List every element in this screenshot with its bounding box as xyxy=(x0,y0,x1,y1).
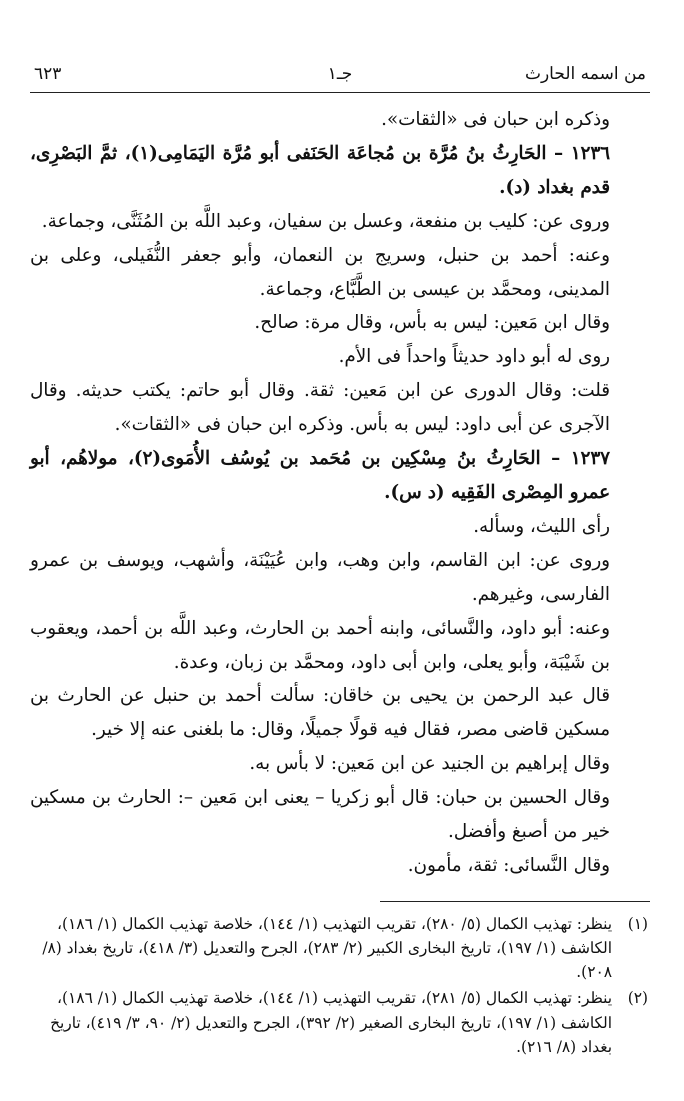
main-text xyxy=(30,103,650,883)
paragraph: روى له أبو داود حديثاً واحداً فى الأم. xyxy=(338,346,610,368)
volume-label: جـ١ xyxy=(327,64,353,84)
paragraph: وروى عن: كليب بن منفعة، وعسل بن سفيان، وعبد اللَّه بن المُثَنَّى، وجماعة. xyxy=(41,210,610,232)
page-header xyxy=(30,56,650,93)
footnotes xyxy=(30,912,650,1059)
paragraph: وقال إبراهيم بن الجنيد عن ابن مَعين: لا بأس به. xyxy=(249,753,610,775)
paragraph: وروى عن: ابن القاسم، وابن وهب، وابن عُيَيْنَة، وأشهب، ويوسف بن عمرو الفارسى، وغيرهم. xyxy=(30,549,610,605)
paragraph: وقال النَّسائى: ثقة، مأمون. xyxy=(407,854,610,876)
paragraph: وذكره ابن حبان فى «الثقات». xyxy=(381,109,610,130)
footnote-number: (٢) xyxy=(627,989,648,1008)
footnote-number: (١) xyxy=(627,914,648,933)
paragraph: وعنه: أبو داود، والنَّسائى، وابنه أحمد بن الحارث، وعبد اللَّه بن أحمد، ويعقوب بن شَيْبَة، وأبو يعلى، وابن أبى داود، ومحمَّد بن زبان، وعدة. xyxy=(30,617,610,673)
entry-heading-1236: ١٢٣٦ – الحَارِثُ بنُ مُرَّة بن مُجاعَة الحَنَفى أبو مُرَّة اليَمَامِى(١)، ثمَّ البَصْرِى، قدم بغداد (د). xyxy=(30,142,610,198)
paragraph: وعنه: أحمد بن حنبل، وسريج بن النعمان، وأبو جعفر النُّفَيلى، وعلى بن المدينى، ومحمَّد بن عيسى بن الطَّبَّاع، وجماعة. xyxy=(30,244,610,300)
document-page xyxy=(30,56,650,1061)
page-number: ٦٢٣ xyxy=(34,64,62,84)
paragraph: قلت: وقال الدورى عن ابن مَعين: ثقة. وقال أبو حاتم: يكتب حديثه. وقال الآجرى عن أبى داود: ليس به بأس. وذكره ابن حبان فى «الثقات». xyxy=(30,380,610,436)
paragraph: رأى الليث، وسأله. xyxy=(473,515,610,537)
footnote-divider xyxy=(380,901,650,902)
paragraph: وقال الحسين بن حبان: قال أبو زكريا – يعنى ابن مَعين –: الحارث بن مسكين خير من أصبغ وأفضل. xyxy=(30,787,610,843)
footnote-2 xyxy=(30,986,650,1059)
entry-heading-1237: ١٢٣٧ – الحَارِثُ بنُ مِسْكِين بن مُحَمد بن يُوسُف الأُمَوى(٢)، مولاهُم، أبو عمرو المِصْرى الفَقِيه (د س). xyxy=(30,448,610,503)
paragraph: وقال ابن مَعين: ليس به بأس، وقال مرة: صالح. xyxy=(254,312,610,334)
section-title: من اسمه الحارث xyxy=(524,64,646,84)
paragraph: قال عبد الرحمن بن يحيى بن خاقان: سألت أحمد بن حنبل عن الحارث بن مسكين قاضى مصر، فقال فيه قولًا جميلًا، وقال: ما بلغنى عنه إلا خير. xyxy=(30,685,610,741)
footnote-text: ينظر: تهذيب الكمال (٥/ ٢٨١)، تقريب التهذيب (١/ ١٤٤)، خلاصة تهذيب الكمال (١/ ١٨٦)، الكاشف (١/ ١٩٧)، تاريخ البخارى الصغير (٢/ ٣٩٢)، الجرح والتعديل (٢/ ٩٠، ٣/ ٤١٩)، تاريخ بغداد (٨/ ٢١٦). xyxy=(50,989,612,1056)
footnote-text: ينظر: تهذيب الكمال (٥/ ٢٨٠)، تقريب التهذيب (١/ ١٤٤)، خلاصة تهذيب الكمال (١/ ١٨٦)، الكاشف (١/ ١٩٧)، تاريخ البخارى الكبير (٢/ ٢٨٣)، الجرح والتعديل (٣/ ٤١٨)، تاريخ بغداد (٨/ ٢٠٨). xyxy=(42,914,612,982)
footnote-1 xyxy=(30,912,650,985)
